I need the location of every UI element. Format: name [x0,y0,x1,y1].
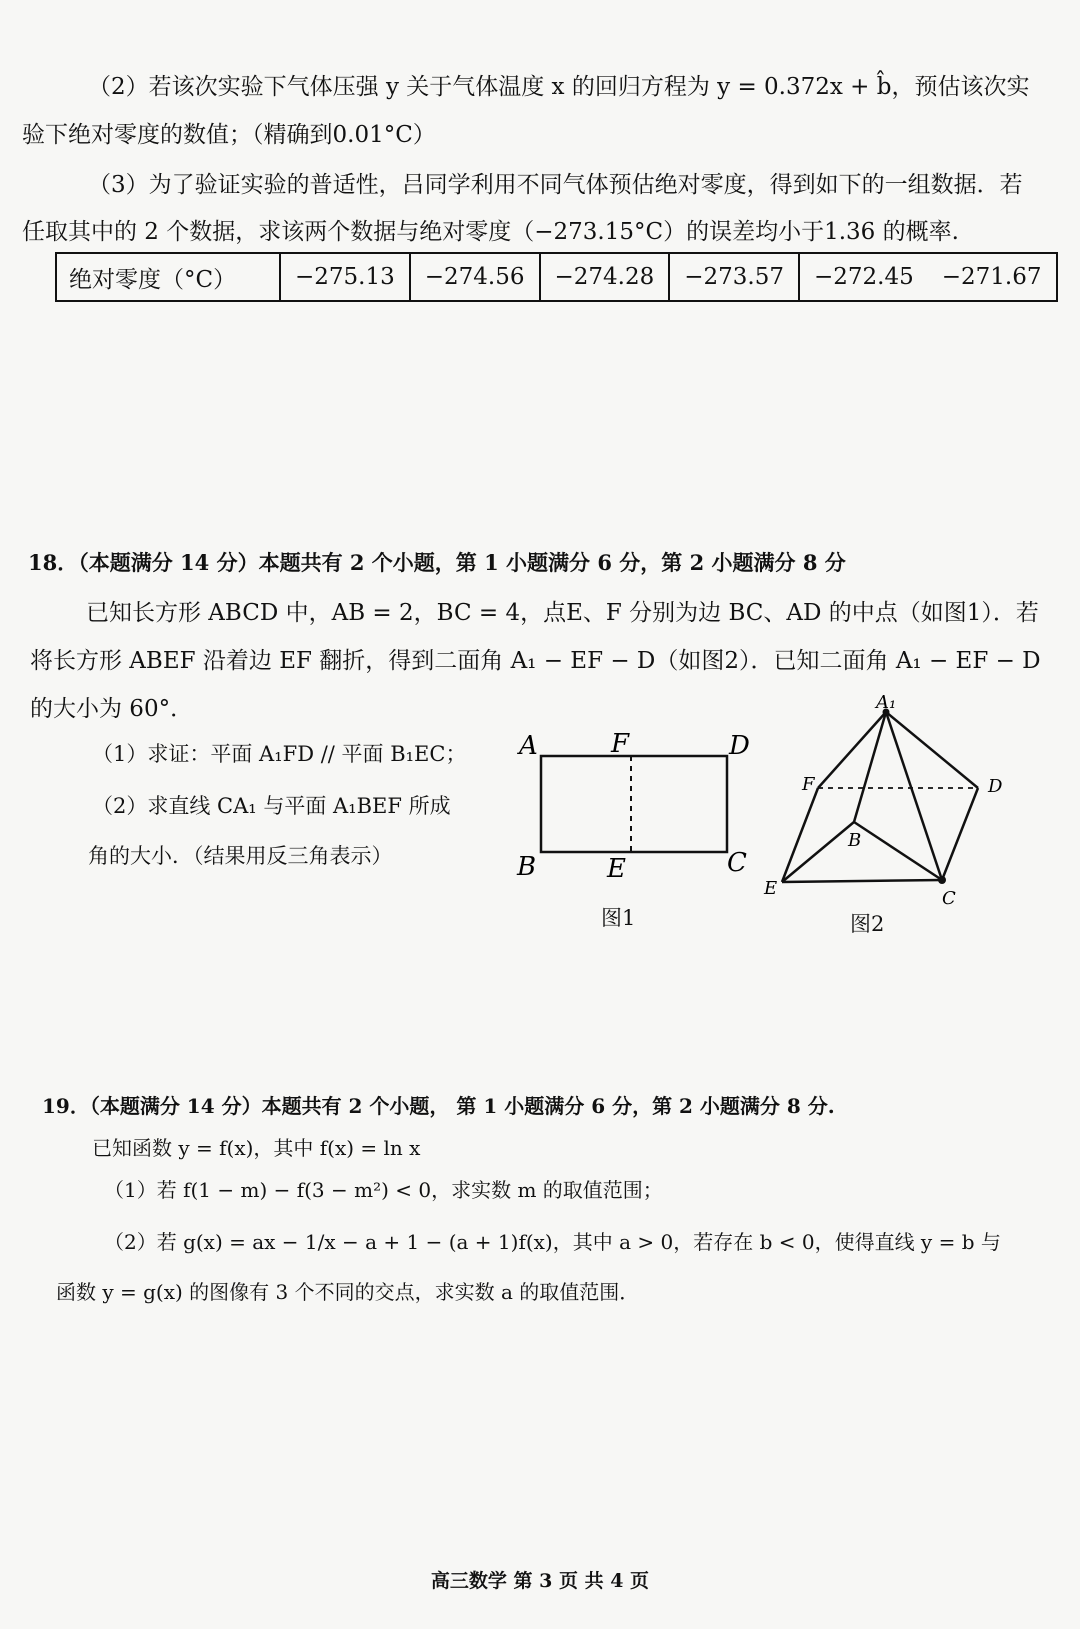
label-d: D [729,731,750,761]
label-f2: F [802,774,815,795]
edge-a1-c [886,712,942,880]
point-c [938,876,946,884]
label-c2: C [942,888,956,909]
table-cell: −275.13 [280,253,410,301]
edge-e-c [782,880,942,882]
figure-1-rectangle [505,720,775,890]
table-header-cell: 绝对零度（°C） [56,253,280,301]
q19-part1: （1）若 f(1 − m) − f(3 − m²) < 0，求实数 m 的取值范围； [104,1178,663,1202]
label-f: F [611,729,630,759]
table-cell: −273.57 [669,253,799,301]
table-cell: −272.45 [799,253,928,301]
label-e2: E [764,878,778,899]
table-cell: −271.67 [928,253,1057,301]
q17-part2-line1: （2）若该次实验下气体压强 y 关于气体温度 x 的回归方程为 y = 0.372x + b̂，预估该次实 [88,74,1030,100]
q18-body-line2: 将长方形 ABEF 沿着边 EF 翻折，得到二面角 A₁ − EF − D（如图2）．已知二面角 A₁ − EF − D [30,648,1041,674]
rectangle-abcd [541,756,727,852]
q18-part1: （1）求证：平面 A₁FD // 平面 B₁EC； [92,742,467,766]
q19-part2-line1: （2）若 g(x) = ax − 1/x − a + 1 − (a + 1)f(x)，其中 a > 0，若存在 b < 0，使得直线 y = b 与 [104,1230,1001,1254]
table-cell: −274.28 [540,253,670,301]
table-cell: −274.56 [410,253,540,301]
label-e: E [607,854,626,884]
edge-d-c [942,788,978,880]
q18-part2-line1: （2）求直线 CA₁ 与平面 A₁BEF 所成 [92,794,451,818]
absolute-zero-table [55,252,1058,302]
q18-body-line1: 已知长方形 ABCD 中，AB = 2，BC = 4，点E、F 分别为边 BC、AD 的中点（如图1）．若 [86,600,1039,626]
label-b: B [517,852,537,882]
figure-1-caption: 图1 [601,906,636,930]
label-a: A [519,731,538,761]
q17-part3-line2: 任取其中的 2 个数据，求该两个数据与绝对零度（−273.15°C）的误差均小于1.36 的概率. [22,219,959,245]
q19-part2-line2: 函数 y = g(x) 的图像有 3 个不同的交点，求实数 a 的取值范围． [56,1280,640,1304]
label-c: C [727,848,747,878]
q17-part3-line1: （3）为了验证实验的普适性，吕同学利用不同气体预估绝对零度，得到如下的一组数据．若 [88,172,1023,198]
label-a1: A₁ [876,692,897,713]
figure-2-caption: 图2 [850,912,885,936]
q17-part2-line2: 验下绝对零度的数值；（精确到0.01°C） [22,122,436,148]
page-footer: 高三数学 第 3 页 共 4 页 [430,1570,650,1592]
edge-b-c [854,822,942,880]
q18-part2-line2: 角的大小．（结果用反三角表示） [88,844,393,868]
q18-header: 18．（本题满分 14 分）本题共有 2 个小题，第 1 小题满分 6 分，第 2 小题满分 8 分 [28,550,846,575]
q18-body-line3: 的大小为 60°． [30,696,194,722]
label-d2: D [988,776,1003,797]
label-b2: B [848,830,862,851]
figure-2-dihedral [760,690,1030,910]
q19-body: 已知函数 y = f(x)，其中 f(x) = ln x [92,1136,421,1160]
q19-header: 19．（本题满分 14 分）本题共有 2 个小题， 第 1 小题满分 6 分，第 2 小题满分 8 分. [42,1094,835,1118]
